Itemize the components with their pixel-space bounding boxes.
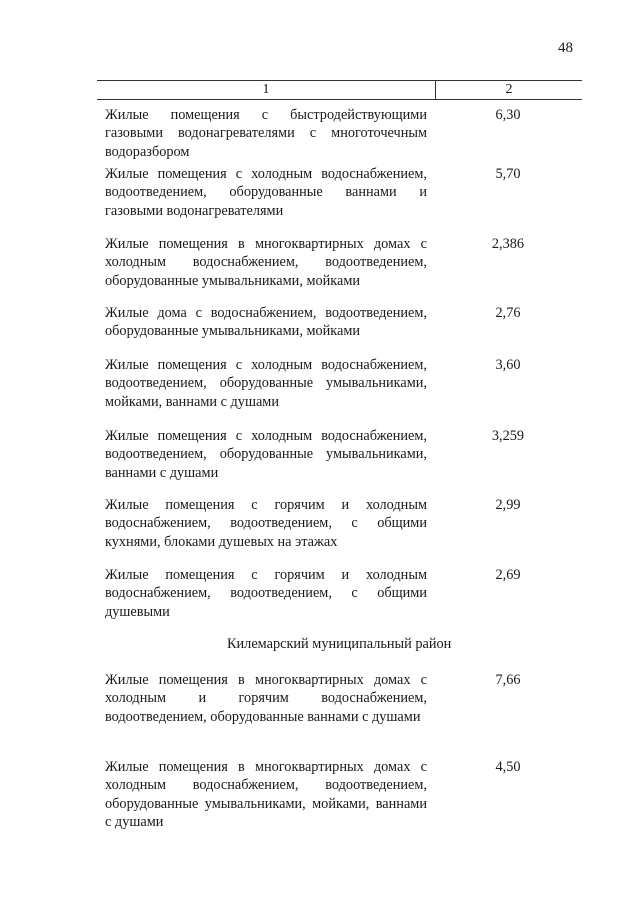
page-number: 48 xyxy=(558,40,573,56)
row-value: 3,259 xyxy=(491,428,525,444)
row-value: 4,50 xyxy=(495,759,521,775)
row-value: 2,386 xyxy=(491,236,525,252)
row-value: 3,60 xyxy=(495,357,521,373)
row-description: Жилые помещения с холодным водоснабжением, водоотведением, оборудованные умывальниками, ваннами с душами xyxy=(105,428,427,481)
row-value: 7,66 xyxy=(495,672,521,688)
row-description: Жилые помещения в многоквартирных домах с холодным водоснабжением, водоотведением, оборудованные умывальниками, мойками xyxy=(105,236,427,289)
column-header-2: 2 xyxy=(505,82,513,97)
row-value: 5,70 xyxy=(495,166,521,182)
row-description: Жилые помещения с горячим и холодным водоснабжением, водоотведением, с общими кухнями, блоками душевых на этажах xyxy=(105,497,427,550)
row-value: 6,30 xyxy=(495,107,521,123)
table-header xyxy=(97,80,582,100)
row-description: Жилые дома с водоснабжением, водоотведением, оборудованные умывальниками, мойками xyxy=(105,305,427,340)
section-title-text: Килемарский муниципальный район xyxy=(227,636,452,652)
row-description: Жилые помещения с быстродействующими газовыми водонагревателями с многоточечным водоразбором xyxy=(105,107,427,160)
row-description: Жилые помещения с холодным водоснабжением, водоотведением, оборудованные ваннами и газовыми водонагревателями xyxy=(105,166,427,219)
row-value: 2,69 xyxy=(495,567,521,583)
row-description: Жилые помещения с горячим и холодным водоснабжением, водоотведением, с общими душевыми xyxy=(105,567,427,620)
row-description: Жилые помещения с холодным водоснабжением, водоотведением, оборудованные умывальниками, мойками, ваннами с душами xyxy=(105,357,427,410)
column-header-1: 1 xyxy=(262,82,270,97)
row-value: 2,76 xyxy=(495,305,521,321)
row-description: Жилые помещения в многоквартирных домах с холодным водоснабжением, водоотведением, оборудованные умывальниками, мойками, ваннами с душами xyxy=(105,759,427,831)
row-value: 2,99 xyxy=(495,497,521,513)
row-description: Жилые помещения в многоквартирных домах с холодным и горячим водоснабжением, водоотведением, оборудованные ваннами с душами xyxy=(105,672,427,725)
